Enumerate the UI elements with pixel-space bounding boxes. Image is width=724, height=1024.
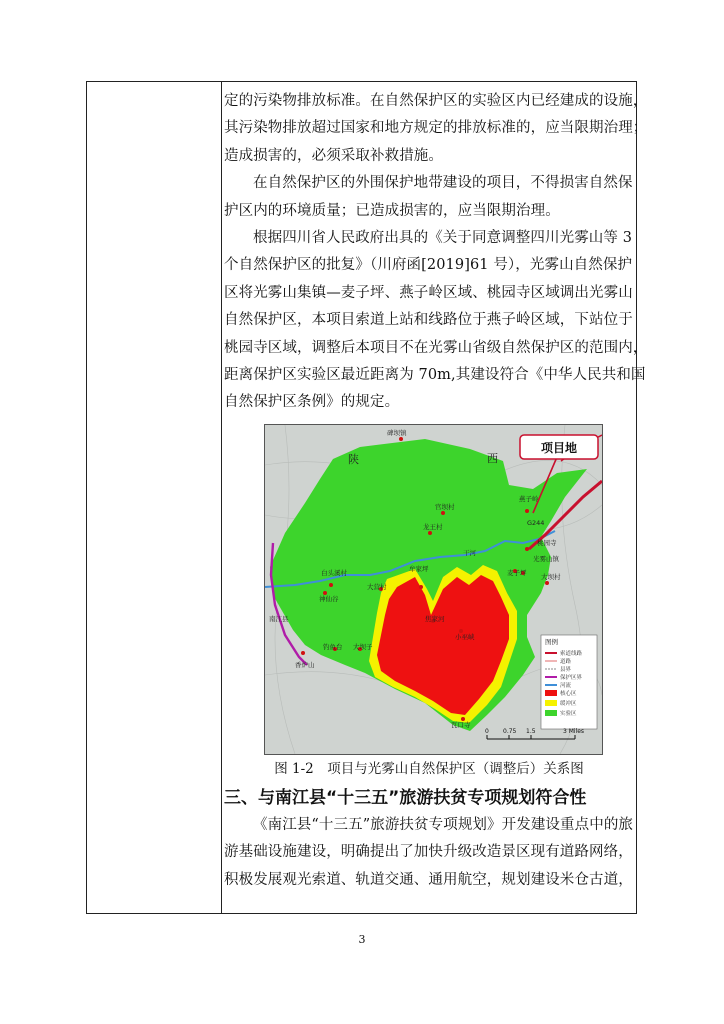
map-legend xyxy=(541,635,597,729)
legend-label: 保护区界 xyxy=(560,674,583,681)
region-label: 西 xyxy=(487,451,498,465)
text-line: 根据四川省人民政府出具的《关于同意调整四川光雾山等 3 xyxy=(253,230,633,247)
section-heading: 三、与南江县“十三五”旅游扶贫专项规划符合性 xyxy=(224,787,587,808)
table-content-cell xyxy=(224,88,648,894)
text-line: 其污染物排放超过国家和地方规定的排放标准的，应当限期治理； xyxy=(224,120,648,137)
table-left-column xyxy=(87,82,222,913)
legend-label: 索道线路 xyxy=(560,650,583,657)
place-label: 桃园寺 xyxy=(537,538,557,547)
place-label: 龙王村 xyxy=(423,522,443,531)
text-line: 区将光雾山集镇—麦子坪、燕子岭区域、桃园寺区域调出光雾山 xyxy=(224,284,633,301)
place-label: 官坝村 xyxy=(435,502,455,511)
place-label: 大营村 xyxy=(367,582,387,591)
region-label: 陕 xyxy=(348,452,359,466)
legend-label: 实验区 xyxy=(560,710,577,717)
legend-label: 河流 xyxy=(560,682,572,689)
text-line: 桃园寺区域，调整后本项目不在光雾山省级自然保护区的范围内， xyxy=(224,339,648,356)
place-label: 白头溪村 xyxy=(321,568,347,577)
text-line: 造成损害的，必须采取补救措施。 xyxy=(224,147,443,164)
legend-label: 缓冲区 xyxy=(560,700,577,707)
place-label: 钓鱼台 xyxy=(323,642,343,651)
text-line: 游基础设施建设，明确提出了加快升级改造景区现有道路网络， xyxy=(224,844,633,861)
place-label: G244 xyxy=(527,518,545,527)
text-line: 自然保护区条例》的规定。 xyxy=(224,394,400,411)
figure-caption: 图 1-2 项目与光雾山自然保护区（调整后）关系图 xyxy=(274,760,584,777)
scale-tick-label: 0.75 xyxy=(503,727,517,735)
legend-label: 县界 xyxy=(560,666,572,673)
scale-tick-label: 0 xyxy=(485,727,489,735)
legend-title: 图例 xyxy=(545,637,558,646)
place-label: 香炉山 xyxy=(295,660,315,669)
place-label: 南江县 xyxy=(269,614,289,623)
text-line: 自然保护区，本项目索道上站和线路位于燕子岭区域，下站位于 xyxy=(224,312,633,329)
legend-label: 核心区 xyxy=(560,690,577,697)
nature-reserve-map xyxy=(264,424,603,755)
text-line: 护区内的环境质量；已造成损害的，应当限期治理。 xyxy=(224,202,560,219)
place-label: 大坝子 xyxy=(353,642,373,651)
place-label: 神仙谷 xyxy=(319,594,339,603)
place-label: 小巫峡 xyxy=(455,632,475,641)
place-label: 牟家坪 xyxy=(409,564,429,573)
scale-tick-label: 1.5 xyxy=(526,727,536,735)
text-line: 个自然保护区的批复》（川府函[2019]61 号），光雾山自然保护 xyxy=(224,257,633,274)
callout-label: 项目地 xyxy=(540,440,578,455)
place-label: 焦家河 xyxy=(425,614,445,623)
place-label: 干河 xyxy=(463,548,476,557)
text-line: 积极发展观光索道、轨道交通、通用航空，规划建设米仓古道， xyxy=(224,871,633,888)
place-label: 大坝村 xyxy=(541,572,561,581)
place-label: 麦子坪 xyxy=(507,568,527,577)
place-label: 燕子岭 xyxy=(519,494,539,503)
place-label: 碑坝镇 xyxy=(387,428,407,437)
place-label: 光雾山镇 xyxy=(533,554,559,563)
place-label: 瓦口寺 xyxy=(451,720,471,729)
page-number: 3 xyxy=(358,933,366,946)
text-line: 定的污染物排放标准。在自然保护区的实验区内已经建成的设施， xyxy=(224,93,648,109)
document-table xyxy=(86,81,648,914)
text-line: 《南江县“十三五”旅游扶贫专项规划》开发建设重点中的旅 xyxy=(253,816,634,833)
legend-label: 道路 xyxy=(560,658,572,665)
scale-tick-label: 3 Miles xyxy=(563,727,585,735)
text-line: 距离保护区实验区最近距离为 70m,其建设符合《中华人民共和国 xyxy=(224,367,646,384)
text-line: 在自然保护区的外围保护地带建设的项目，不得损害自然保 xyxy=(253,175,633,192)
